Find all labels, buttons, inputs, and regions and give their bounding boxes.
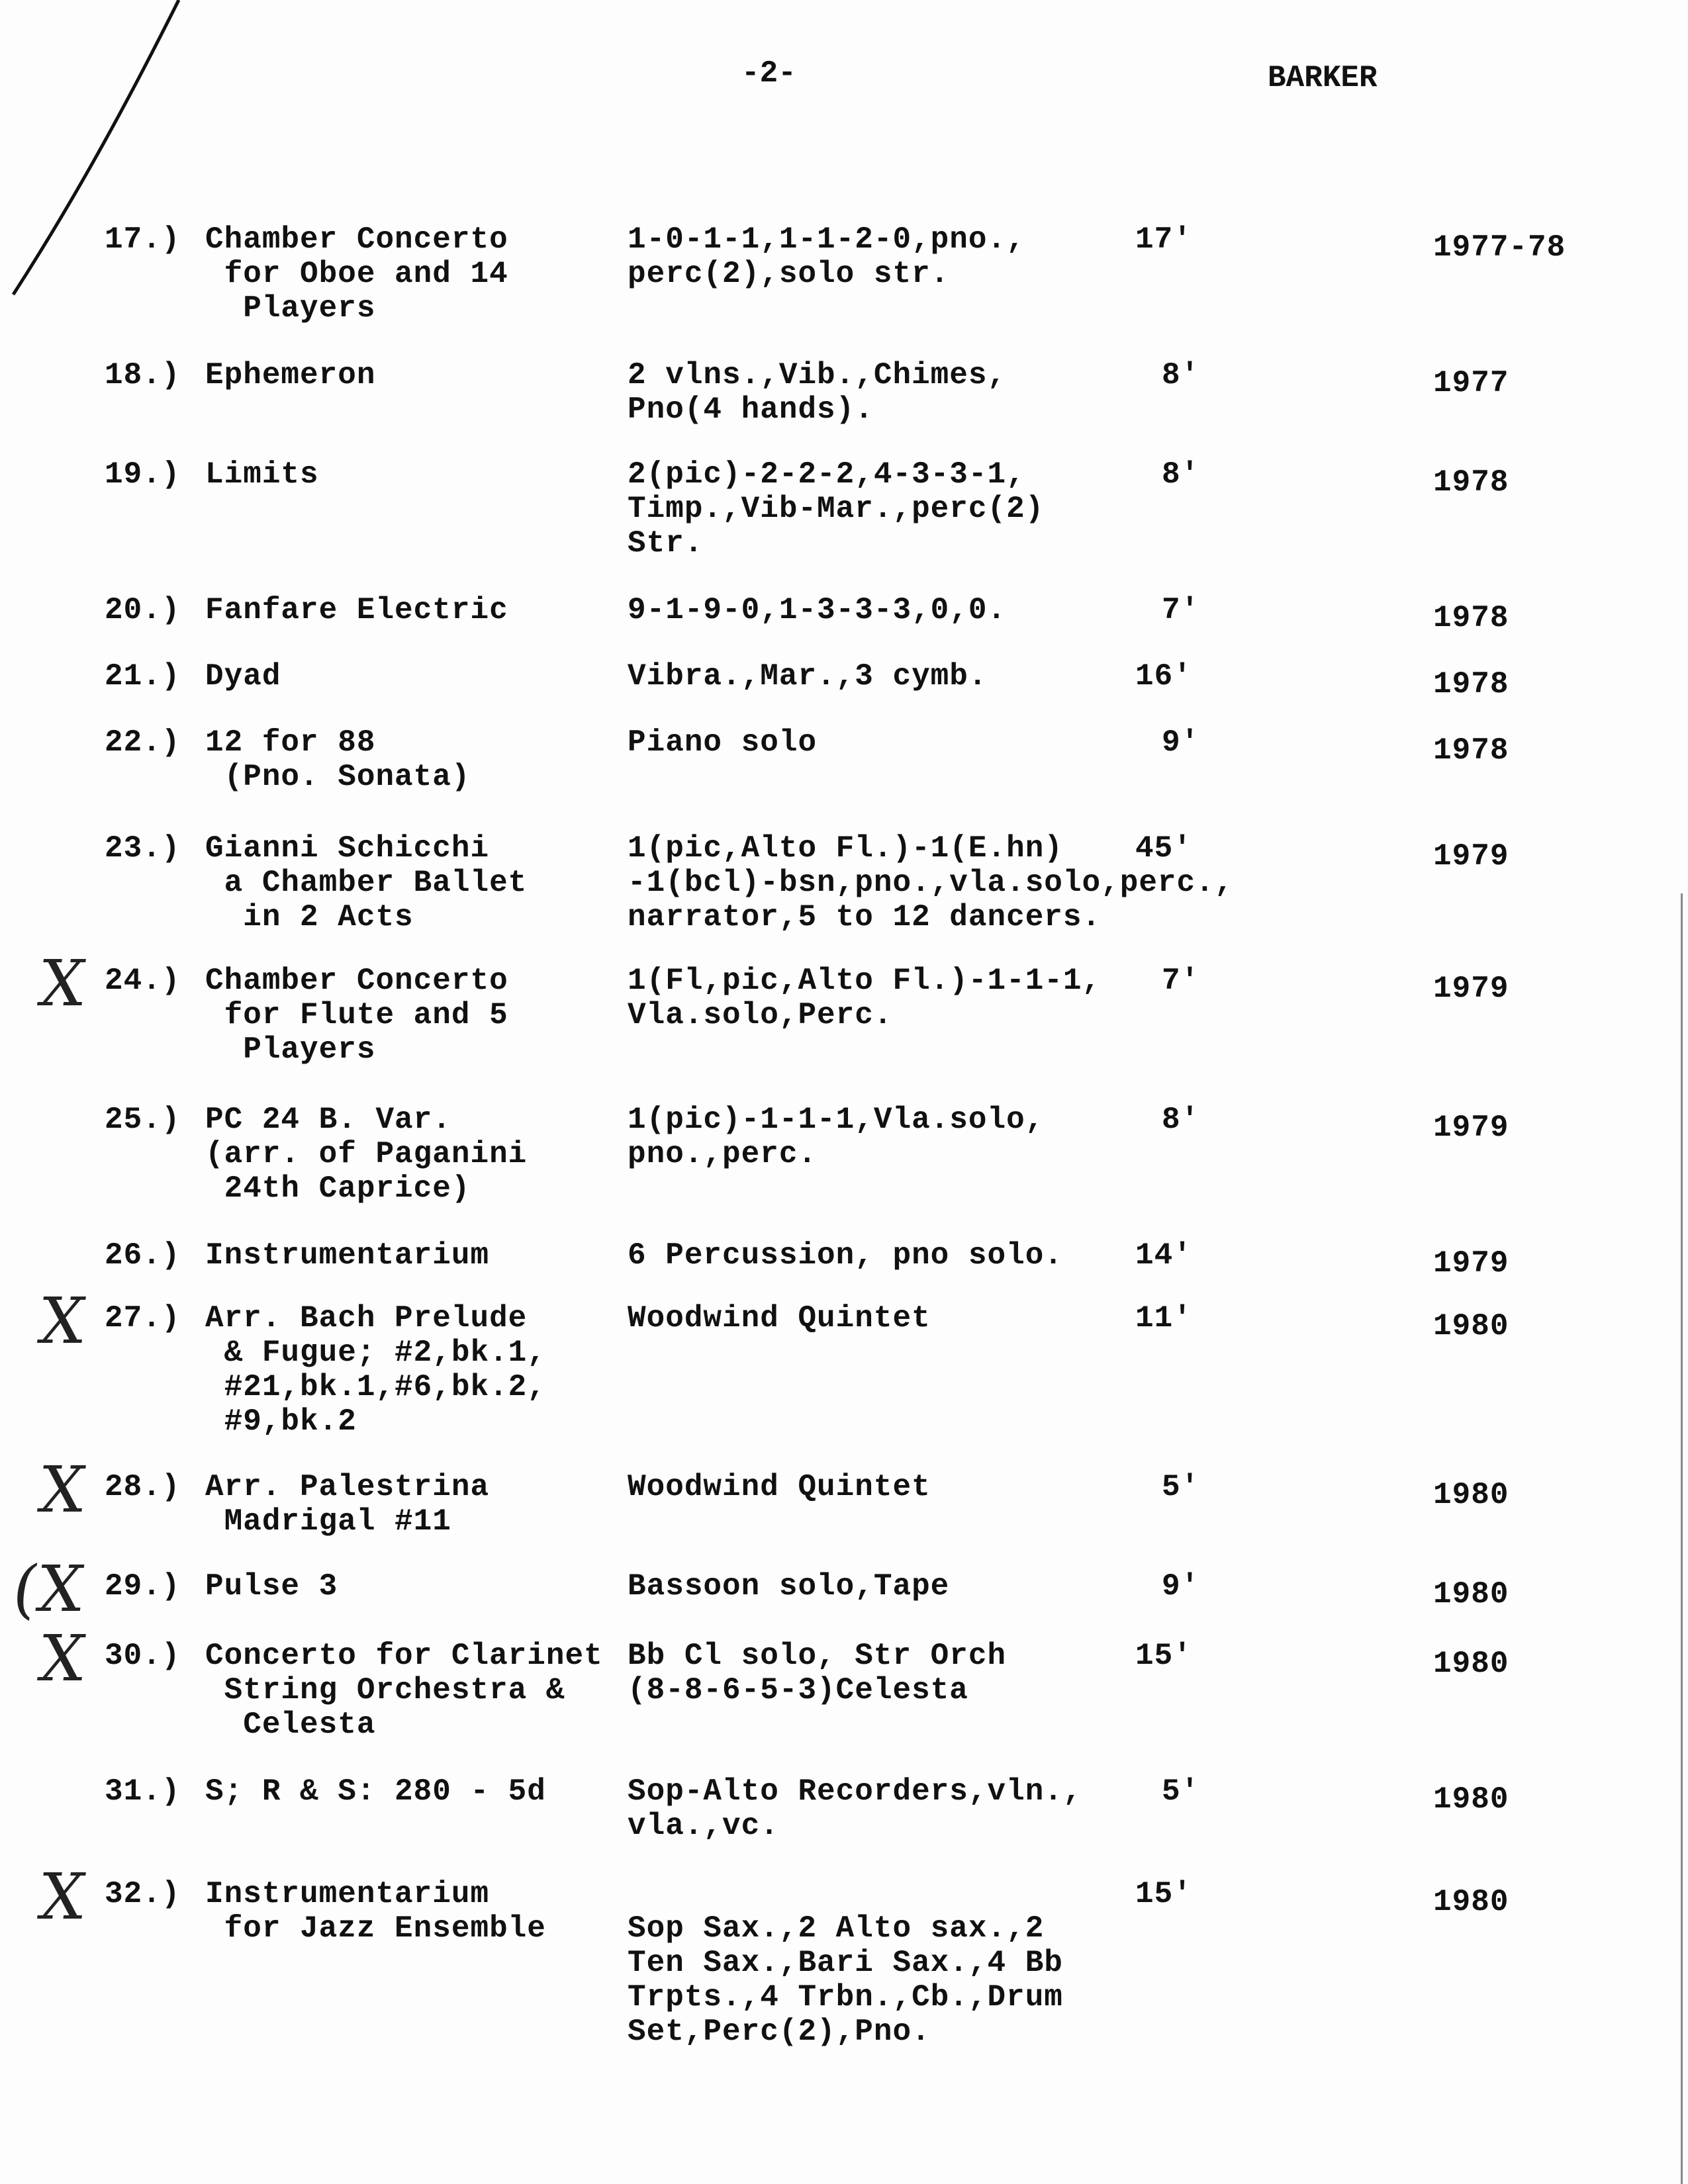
entry-duration: 5' [1162, 1774, 1200, 1809]
entry-number: 24.) [105, 964, 181, 998]
entry-instrumentation-line: Woodwind Quintet [628, 1301, 931, 1336]
entry-year: 1980 [1433, 1782, 1509, 1817]
entry-instrumentation-line: 6 Percussion, pno solo. [628, 1238, 1063, 1273]
entry-title-line: Chamber Concerto [205, 222, 508, 257]
entry-number: 20.) [105, 593, 181, 627]
entry-title-line: Arr. Palestrina [205, 1470, 490, 1504]
entry-year: 1977 [1433, 366, 1509, 400]
entry-instrumentation-line: Sop Sax.,2 Alto sax.,2 [628, 1911, 1045, 1946]
entry-year: 1978 [1433, 667, 1509, 702]
entry-duration: 16' [1135, 659, 1192, 694]
entry-instrumentation-line: Woodwind Quintet [628, 1470, 931, 1504]
entry-title-line: Players [205, 291, 376, 326]
entry-duration: 8' [1162, 1103, 1200, 1137]
entry-duration: 9' [1162, 1569, 1200, 1604]
handwritten-x-mark-icon: X [34, 946, 91, 1021]
entry-instrumentation-line: Pno(4 hands). [628, 392, 874, 427]
entry-instrumentation-line: 1(pic,Alto Fl.)-1(E.hn) [628, 831, 1063, 866]
entry-title-line: (Pno. Sonata) [205, 760, 471, 794]
page-number: -2- [741, 56, 796, 91]
entry-instrumentation-line: Piano solo [628, 725, 818, 760]
entry-number: 19.) [105, 457, 181, 492]
entry-duration: 15' [1135, 1877, 1192, 1911]
page-edge-line [1681, 893, 1683, 2184]
entry-number: 21.) [105, 659, 181, 694]
handwritten-x-mark-icon: X [34, 1284, 91, 1358]
entry-title-line: a Chamber Ballet [205, 866, 528, 900]
entry-year: 1980 [1433, 1478, 1509, 1512]
entry-title-line: Instrumentarium [205, 1877, 490, 1911]
entry-number: 29.) [105, 1569, 181, 1604]
entry-title-line: Arr. Bach Prelude [205, 1301, 528, 1336]
entry-instrumentation-line: -1(bcl)-bsn,pno.,vla.solo,perc., [628, 866, 1234, 900]
entry-title-line: Pulse 3 [205, 1569, 338, 1604]
entry-duration: 7' [1162, 593, 1200, 627]
entry-number: 17.) [105, 222, 181, 257]
entry-instrumentation-line: 2(pic)-2-2-2,4-3-3-1, [628, 457, 1025, 492]
entry-title-line: Players [205, 1032, 376, 1067]
entry-instrumentation-line: pno.,perc. [628, 1137, 818, 1171]
entry-duration: 14' [1135, 1238, 1192, 1273]
entry-number: 18.) [105, 358, 181, 392]
entry-instrumentation-line: 2 vlns.,Vib.,Chimes, [628, 358, 1007, 392]
entry-title-line: Fanfare Electric [205, 593, 508, 627]
entry-title-line: Instrumentarium [205, 1238, 490, 1273]
entry-year: 1979 [1433, 1111, 1509, 1145]
entry-year: 1979 [1433, 839, 1509, 874]
entry-duration: 8' [1162, 358, 1200, 392]
entry-title-line: Celesta [205, 1707, 376, 1742]
entry-title-line: PC 24 B. Var. [205, 1103, 451, 1137]
entry-title-line: & Fugue; #2,bk.1, [205, 1336, 546, 1370]
entry-title-line: in 2 Acts [205, 900, 414, 934]
handwritten-x-mark-icon: X [34, 1453, 91, 1527]
entry-duration: 8' [1162, 457, 1200, 492]
entry-instrumentation-line: Str. [628, 526, 704, 561]
entry-number: 25.) [105, 1103, 181, 1137]
entry-number: 28.) [105, 1470, 181, 1504]
entry-instrumentation-line: Vibra.,Mar.,3 cymb. [628, 659, 988, 694]
entry-title-line: Dyad [205, 659, 281, 694]
entry-instrumentation-line: Set,Perc(2),Pno. [628, 2015, 931, 2049]
entry-year: 1977-78 [1433, 230, 1566, 265]
author-name: BARKER [1268, 61, 1378, 95]
entry-duration: 17' [1135, 222, 1192, 257]
entry-duration: 5' [1162, 1470, 1200, 1504]
entry-title-line: S; R & S: 280 - 5d [205, 1774, 546, 1809]
entry-number: 26.) [105, 1238, 181, 1273]
entry-instrumentation-line: 1(pic)-1-1-1,Vla.solo, [628, 1103, 1045, 1137]
entry-duration: 15' [1135, 1639, 1192, 1673]
entry-instrumentation-line: perc(2),solo str. [628, 257, 950, 291]
entry-title-line: for Jazz Ensemble [205, 1911, 546, 1946]
entry-title-line: Gianni Schicchi [205, 831, 490, 866]
entry-instrumentation-line: Sop-Alto Recorders,vln., [628, 1774, 1082, 1809]
entry-instrumentation-line: Timp.,Vib-Mar.,perc(2) [628, 492, 1045, 526]
entry-title-line: String Orchestra & [205, 1673, 565, 1707]
entry-title-line: #9,bk.2 [205, 1404, 357, 1439]
handwritten-x-mark-icon: (X [8, 1552, 89, 1626]
entry-duration: 7' [1162, 964, 1200, 998]
entry-instrumentation-line: Bassoon solo,Tape [628, 1569, 950, 1604]
entry-instrumentation-line: narrator,5 to 12 dancers. [628, 900, 1102, 934]
entry-title-line: Ephemeron [205, 358, 376, 392]
entry-title-line: Concerto for Clarinet [205, 1639, 603, 1673]
entry-title-line: Chamber Concerto [205, 964, 508, 998]
entry-number: 22.) [105, 725, 181, 760]
entry-year: 1978 [1433, 733, 1509, 768]
entry-instrumentation-line: 1(Fl,pic,Alto Fl.)-1-1-1, [628, 964, 1102, 998]
entry-instrumentation-line: Vla.solo,Perc. [628, 998, 893, 1032]
entry-duration: 45' [1135, 831, 1192, 866]
entry-year: 1979 [1433, 1246, 1509, 1281]
entry-number: 30.) [105, 1639, 181, 1673]
entry-title-line: (arr. of Paganini [205, 1137, 528, 1171]
entry-number: 32.) [105, 1877, 181, 1911]
entry-instrumentation-line: Ten Sax.,Bari Sax.,4 Bb [628, 1946, 1063, 1980]
entry-instrumentation-line: 9-1-9-0,1-3-3-3,0,0. [628, 593, 1007, 627]
entry-instrumentation-line: 1-0-1-1,1-1-2-0,pno., [628, 222, 1025, 257]
entry-year: 1980 [1433, 1647, 1509, 1681]
entry-year: 1980 [1433, 1577, 1509, 1612]
entry-title-line: for Oboe and 14 [205, 257, 508, 291]
handwritten-x-mark-icon: X [34, 1860, 91, 1934]
entry-duration: 11' [1135, 1301, 1192, 1336]
entry-duration: 9' [1162, 725, 1200, 760]
entry-number: 23.) [105, 831, 181, 866]
entry-instrumentation-line: Trpts.,4 Trbn.,Cb.,Drum [628, 1980, 1063, 2015]
entry-number: 31.) [105, 1774, 181, 1809]
entry-title-line: 12 for 88 [205, 725, 376, 760]
entry-title-line: 24th Caprice) [205, 1171, 471, 1206]
entry-year: 1978 [1433, 465, 1509, 500]
entry-year: 1980 [1433, 1309, 1509, 1343]
entry-title-line: Madrigal #11 [205, 1504, 451, 1539]
entry-title-line: Limits [205, 457, 319, 492]
entry-instrumentation-line: Bb Cl solo, Str Orch [628, 1639, 1007, 1673]
entry-instrumentation-line: vla.,vc. [628, 1809, 779, 1843]
entry-year: 1978 [1433, 601, 1509, 635]
entry-instrumentation-line: (8-8-6-5-3)Celesta [628, 1673, 968, 1707]
entry-title-line: #21,bk.1,#6,bk.2, [205, 1370, 546, 1404]
entry-number: 27.) [105, 1301, 181, 1336]
entry-year: 1979 [1433, 972, 1509, 1006]
handwritten-x-mark-icon: X [34, 1621, 91, 1696]
entry-year: 1980 [1433, 1885, 1509, 1919]
entry-title-line: for Flute and 5 [205, 998, 508, 1032]
